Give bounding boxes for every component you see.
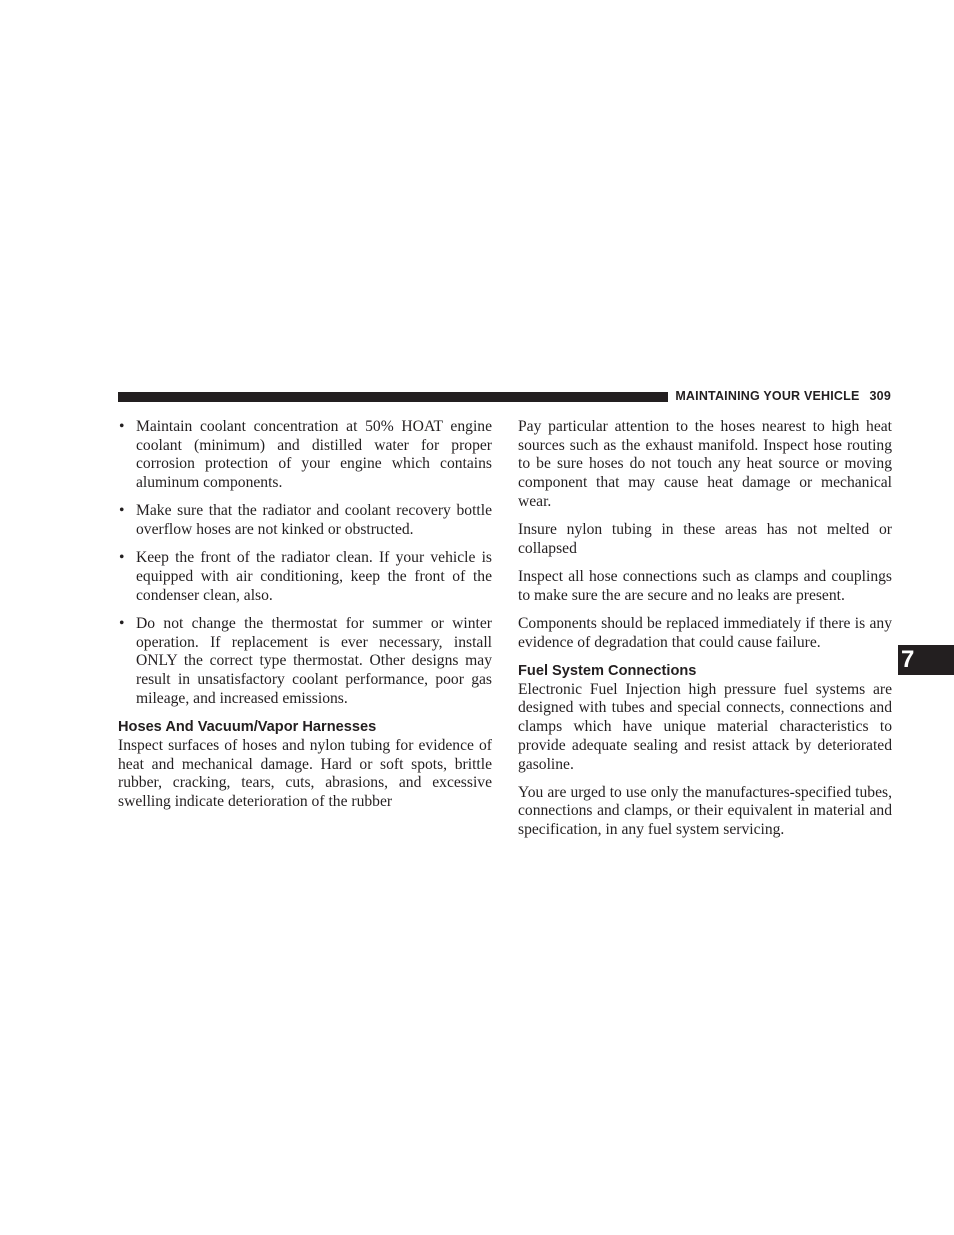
running-header: [600, 389, 891, 403]
bullet-marker: •: [119, 614, 125, 632]
hoses-heading: Hoses And Vacuum/Vapor Harnesses: [118, 718, 377, 735]
bullet-text: Maintain coolant concentration at 50% HOAT engine coolant (minimum) and distilled water for proper corrosion protection of your engine which contains aluminum components.: [136, 418, 492, 492]
chapter-tab: 7: [898, 645, 954, 675]
list-item: [118, 549, 492, 605]
bullet-marker: •: [119, 549, 125, 567]
bullet-text: Make sure that the radiator and coolant recovery bottle overflow hoses are not kinked or obstructed.: [136, 502, 492, 539]
bullet-text: Do not change the thermostat for summer or winter operation. If replacement is ever necessary, install ONLY the correct type thermostat. Other designs may result in unsatisfactory coolant performance, poor gas mileage, and increased emissions.: [136, 614, 492, 707]
section-title: MAINTAINING YOUR VEHICLE: [675, 389, 860, 403]
page-number: 309: [869, 389, 891, 403]
fuel-injection-paragraph: Electronic Fuel Injection high pressure fuel systems are designed with tubes and special connects, connections and clamps which have unique material characteristics to provide adequate sealing and resist attack by deteriorated gasoline.: [518, 680, 892, 773]
left-column: [118, 418, 492, 821]
replacement-paragraph: Components should be replaced immediately if there is any evidence of degradation that could cause failure.: [518, 614, 892, 651]
list-item: [118, 502, 492, 539]
list-item: [118, 418, 492, 493]
fuel-servicing-paragraph: You are urged to use only the manufactures-specified tubes, connections and clamps, or their equivalent in material and specification, in any fuel system servicing.: [518, 783, 892, 839]
heat-sources-paragraph: Pay particular attention to the hoses nearest to high heat sources such as the exhaust manifold. Inspect hose routing to be sure hoses do not touch any heat source or moving component that may cause heat damage or mechanical wear.: [518, 418, 892, 510]
bullet-text: Keep the front of the radiator clean. If your vehicle is equipped with air conditioning, keep the front of the condenser clean, also.: [136, 549, 492, 604]
list-item: [118, 615, 492, 709]
right-column: [518, 418, 892, 849]
bullet-marker: •: [119, 418, 125, 435]
coolant-bullet-list: [118, 418, 492, 708]
fuel-system-heading: Fuel System Connections: [518, 662, 697, 679]
hoses-paragraph: Inspect surfaces of hoses and nylon tubing for evidence of heat and mechanical damage. Hard or soft spots, brittle rubber, cracking, tears, cuts, abrasions, and excessive swelling indicate deterioration of the rubber: [118, 736, 492, 810]
header-rule: [118, 392, 668, 402]
nylon-tubing-paragraph: Insure nylon tubing in these areas has not melted or collapsed: [518, 521, 892, 557]
hose-connections-paragraph: Inspect all hose connections such as clamps and couplings to make sure the are secure and no leaks are present.: [518, 567, 892, 604]
bullet-marker: •: [119, 502, 125, 520]
